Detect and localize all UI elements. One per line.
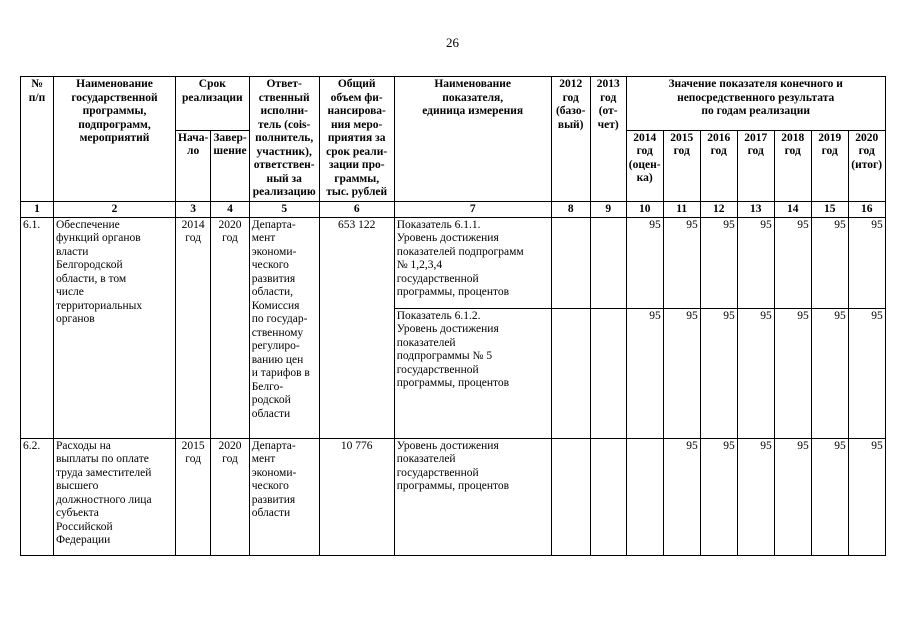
table-row	[21, 438, 886, 555]
col-number: 8	[551, 201, 590, 217]
header-year-2014: 2014 год (оцен- ка)	[626, 130, 663, 201]
value-2018: 95	[774, 438, 811, 555]
header-year-2015: 2015 год	[663, 130, 700, 201]
col-number: 13	[737, 201, 774, 217]
value-2019: 95	[811, 438, 848, 555]
header-indicator: Наименование показателя, единица измерения	[394, 77, 551, 202]
indicator-name: Уровень достижения показателей государственной программы, процентов	[394, 438, 551, 555]
header-volume: Общий объем фи- нансирова- ния меро- приятия за срок реали- зации про- граммы, тыс. рублей	[319, 77, 394, 202]
value-2016: 95	[700, 438, 737, 555]
header-row-1	[21, 77, 886, 131]
value-2020: 95	[848, 217, 885, 308]
row-name: Обеспечение функций органов власти Белгородской области, в том числе территориальных органов	[54, 217, 176, 438]
row-name: Расходы на выплаты по оплате труда заместителей высшего должностного лица субъекта Российской Федерации	[54, 438, 176, 555]
indicator-name: Показатель 6.1.1. Уровень достижения показателей подпрограмм № 1,2,3,4 государственной программы, процентов	[394, 217, 551, 308]
header-year-2018: 2018 год	[774, 130, 811, 201]
header-year-2017: 2017 год	[737, 130, 774, 201]
value-2017: 95	[737, 438, 774, 555]
page-number: 26	[446, 35, 459, 50]
header-num: № п/п	[21, 77, 54, 202]
value-2017: 95	[737, 308, 774, 438]
col-number: 2	[54, 201, 176, 217]
value-2012	[551, 308, 590, 438]
header-year-2019: 2019 год	[811, 130, 848, 201]
header-year-2020: 2020 год (итог)	[848, 130, 885, 201]
col-number: 16	[848, 201, 885, 217]
value-2016: 95	[700, 217, 737, 308]
row-responsible: Департа- мент экономи- ческого развития области	[249, 438, 319, 555]
col-number: 10	[626, 201, 663, 217]
row-start: 2015 год	[176, 438, 211, 555]
value-2020: 95	[848, 308, 885, 438]
row-volume: 653 122	[319, 217, 394, 438]
col-number: 9	[590, 201, 626, 217]
col-number: 3	[176, 201, 211, 217]
header-2012: 2012 год (базо- вый)	[551, 77, 590, 202]
value-2018: 95	[774, 217, 811, 308]
col-number: 4	[211, 201, 249, 217]
header-start: Нача- ло	[176, 130, 211, 201]
row-end: 2020 год	[211, 438, 249, 555]
indicator-name: Показатель 6.1.2. Уровень достижения показателей подпрограммы № 5 государственной программы, процентов	[394, 308, 551, 438]
value-2012	[551, 217, 590, 308]
row-volume: 10 776	[319, 438, 394, 555]
value-2019: 95	[811, 217, 848, 308]
col-number: 5	[249, 201, 319, 217]
header-end: Завер- шение	[211, 130, 249, 201]
value-2013	[590, 438, 626, 555]
col-number: 15	[811, 201, 848, 217]
header-name: Наименование государственной программы, подпрограмм, мероприятий	[54, 77, 176, 202]
value-2015: 95	[663, 308, 700, 438]
col-number: 6	[319, 201, 394, 217]
col-number: 11	[663, 201, 700, 217]
value-2015: 95	[663, 438, 700, 555]
indicators-table	[20, 76, 886, 556]
value-2014	[626, 438, 663, 555]
header-responsible: Ответ- ственный исполни- тель (сois- полнитель, участник), ответствен- ный за реализацию	[249, 77, 319, 202]
value-2014: 95	[626, 217, 663, 308]
value-2013	[590, 217, 626, 308]
value-2017: 95	[737, 217, 774, 308]
row-end: 2020 год	[211, 217, 249, 438]
value-2012	[551, 438, 590, 555]
value-2013	[590, 308, 626, 438]
row-num: 6.2.	[21, 438, 54, 555]
value-2014: 95	[626, 308, 663, 438]
header-term: Срок реализации	[176, 77, 250, 131]
value-2020: 95	[848, 438, 885, 555]
value-2015: 95	[663, 217, 700, 308]
value-2016: 95	[700, 308, 737, 438]
row-num: 6.1.	[21, 217, 54, 438]
column-number-row	[21, 201, 886, 217]
table-row	[21, 217, 886, 308]
value-2018: 95	[774, 308, 811, 438]
row-start: 2014 год	[176, 217, 211, 438]
col-number: 12	[700, 201, 737, 217]
row-responsible: Департа- мент экономи- ческого развития области, Комиссия по государ- ственному регулиро- ванию цен и тарифов в Белго- родской области	[249, 217, 319, 438]
col-number: 7	[394, 201, 551, 217]
header-values-group: Значение показателя конечного и непосредственного результата по годам реализации	[626, 77, 885, 131]
col-number: 1	[21, 201, 54, 217]
header-year-2016: 2016 год	[700, 130, 737, 201]
col-number: 14	[774, 201, 811, 217]
header-2013: 2013 год (от- чет)	[590, 77, 626, 202]
value-2019: 95	[811, 308, 848, 438]
